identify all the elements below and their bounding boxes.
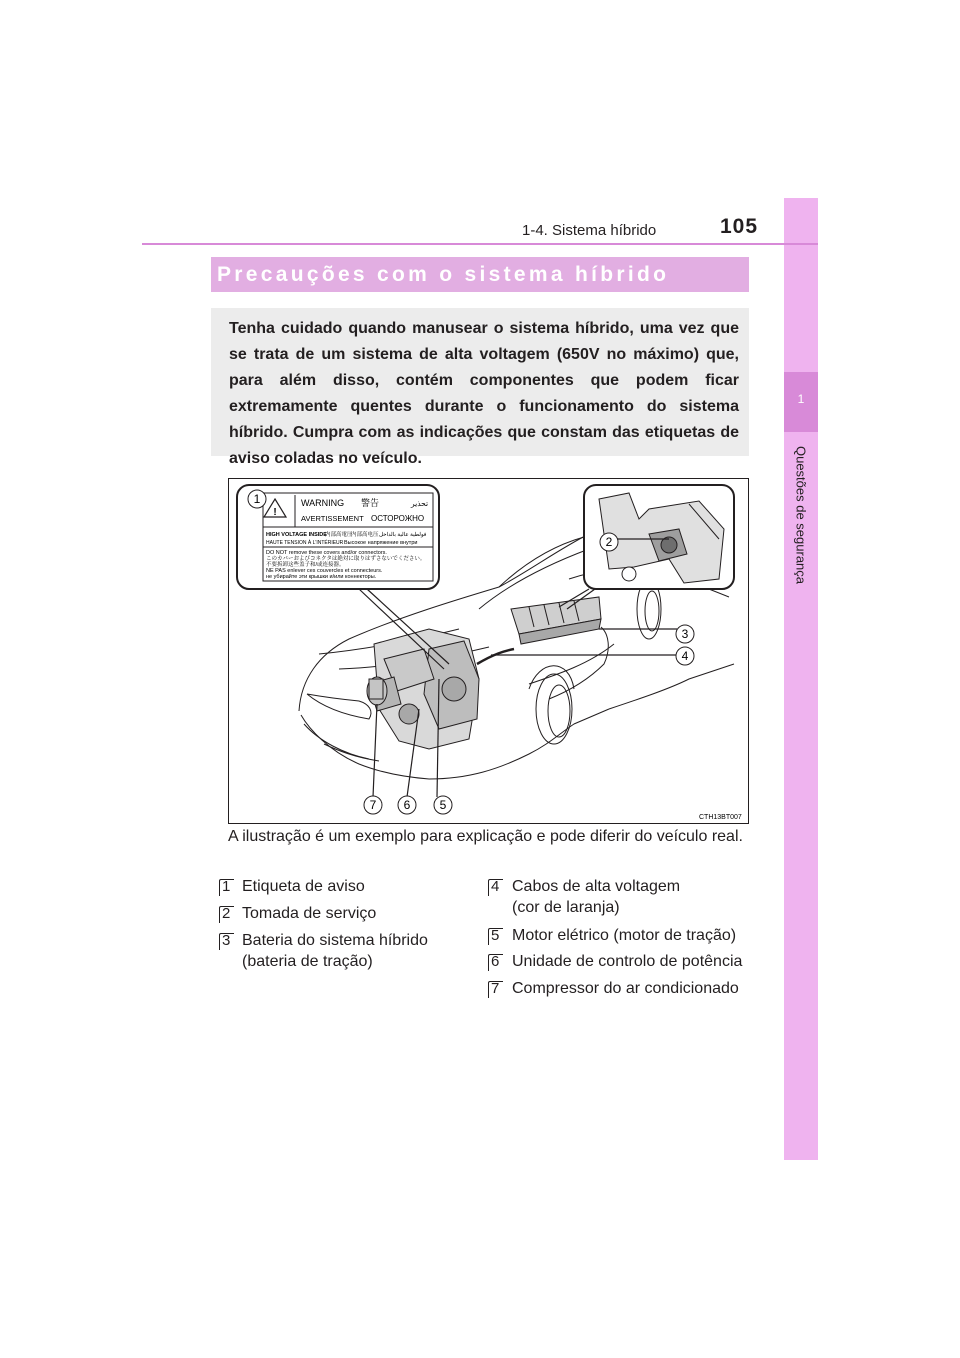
ac-compressor bbox=[367, 677, 387, 705]
label-hv-jp-text: 内部高電圧 bbox=[325, 532, 353, 538]
label-dn-text: DO NOT remove these covers and/or connectors. bbox=[266, 550, 387, 556]
legend-item-6: Unidade de controlo de potência bbox=[512, 953, 743, 970]
car-illustration bbox=[229, 479, 749, 824]
figure-caption: A ilustração é um exemplo para explicação e pode diferir do veículo real. bbox=[228, 828, 743, 845]
callout-5: 5 bbox=[439, 798, 447, 812]
legend-item-7: Compressor do ar condicionado bbox=[512, 980, 739, 997]
label-ht-text: HAUTE TENSION À L'INTÉRIEUR bbox=[266, 540, 344, 546]
legend-item-4-cont: (cor de laranja) bbox=[512, 899, 620, 916]
callout-7: 7 bbox=[369, 798, 377, 812]
label-jp-text: このカバーおよびコネクタは絶対に取りはずさないでください。 bbox=[266, 556, 426, 562]
label-hv-text: HIGH VOLTAGE INSIDE bbox=[266, 532, 327, 538]
legend-item-5: Motor elétrico (motor de tração) bbox=[512, 927, 737, 944]
chapter-side-tab bbox=[784, 198, 818, 1160]
legend-item-3: Bateria do sistema híbrido bbox=[242, 932, 428, 949]
section-title: Precauções com o sistema híbrido bbox=[217, 263, 670, 286]
legend-item-2: Tomada de serviço bbox=[242, 905, 377, 922]
legend-num-4: 4 bbox=[491, 878, 500, 895]
callout-2: 2 bbox=[605, 535, 613, 549]
label-hv-cn-text: 内部高电压 bbox=[351, 532, 379, 538]
label-ru-text: ОСТОРОЖНО bbox=[371, 514, 425, 523]
page-number: 105 bbox=[720, 215, 759, 238]
label-avert-text: AVERTISSEMENT bbox=[301, 514, 364, 523]
legend-item-3-cont: (bateria de tração) bbox=[242, 953, 373, 970]
label-ru2-text: не убирайте эти крышки и/или коннекторы. bbox=[266, 574, 377, 580]
chapter-number: 1 bbox=[797, 392, 805, 406]
legend-item-1: Etiqueta de aviso bbox=[242, 878, 365, 895]
label-cn-text: 不要拆卸这些盖子和/或连接器。 bbox=[266, 562, 345, 568]
label-ht-ru-text: Высокое напряжение внутри bbox=[344, 540, 418, 546]
svg-text:!: ! bbox=[273, 507, 277, 518]
callout-3: 3 bbox=[681, 627, 689, 641]
legend-num-5: 5 bbox=[491, 927, 500, 944]
intro-box bbox=[211, 308, 749, 467]
header-section: 1-4. Sistema híbrido bbox=[522, 222, 657, 239]
header-divider bbox=[142, 243, 818, 245]
legend-num-6: 6 bbox=[491, 953, 500, 970]
figure-code: CTH13BT007 bbox=[699, 814, 742, 821]
callout-1: 1 bbox=[253, 492, 261, 506]
legend-num-7: 7 bbox=[491, 980, 500, 997]
label-hv-ar-text: فولطية عالية بالداخل bbox=[379, 532, 427, 538]
callout-box-label bbox=[237, 485, 439, 589]
label-warning-jp-text: 警告 bbox=[361, 498, 380, 508]
legend-num-1: 1 bbox=[222, 878, 231, 895]
intro-text: Tenha cuidado quando manusear o sistema híbrido, uma vez que se trata de um sistema de alta voltagem (650V no máximo) que, para além disso, contém componentes que podem ficar extremamente quentes durante o funcionamento do sistema híbrido. Cumpra com as indicações que constam das etiquetas de aviso coladas no veículo. bbox=[229, 320, 739, 467]
label-warning-text: WARNING bbox=[301, 498, 345, 508]
label-ne-text: NE PAS enlever ces couvercles et connecteurs. bbox=[266, 568, 383, 574]
callout-6: 6 bbox=[403, 798, 411, 812]
hybrid-battery bbox=[511, 597, 601, 644]
legend-num-3: 3 bbox=[222, 932, 231, 949]
legend-item-4: Cabos de alta voltagem bbox=[512, 878, 681, 895]
label-warning-ar-text: تحذير bbox=[411, 499, 429, 508]
hybrid-system-illustration bbox=[228, 478, 749, 824]
callout-4: 4 bbox=[681, 649, 689, 663]
hv-cable bbox=[477, 649, 514, 664]
legend-num-2: 2 bbox=[222, 905, 231, 922]
chapter-title: Questões de segurança bbox=[793, 445, 809, 585]
